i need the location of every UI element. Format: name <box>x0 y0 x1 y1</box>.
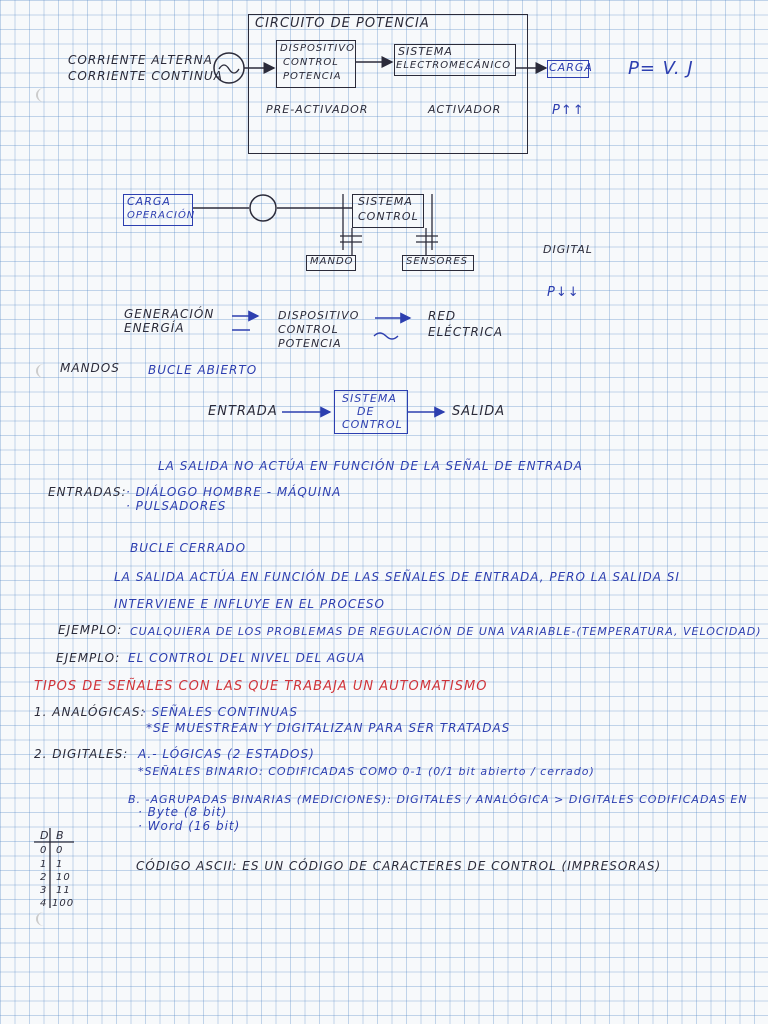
table-cell: 100 <box>52 898 75 909</box>
signal-types-heading: TIPOS DE SEÑALES CON LAS QUE TRABAJA UN AUTOMATISMO <box>34 679 488 694</box>
device-label-1: DISPOSITIVO <box>278 309 360 322</box>
analog-item-1: · SEÑALES CONTINUAS <box>142 705 298 719</box>
open-loop-box-label-3: CONTROL <box>342 418 403 431</box>
inputs-item-dialog: · DIÁLOGO HOMBRE - MÁQUINA <box>126 485 342 499</box>
generation-label-1: GENERACIÓN <box>124 307 215 321</box>
example-2-label: EJEMPLO: <box>56 651 121 665</box>
command-label: MANDO <box>310 256 354 267</box>
electromechanical-label-2: ELECTROMECÁNICO <box>396 60 512 71</box>
analog-item-2: *SE MUESTREAN Y DIGITALIZAN PARA SER TRATADAS <box>146 721 511 735</box>
open-loop-note: LA SALIDA NO ACTÚA EN FUNCIÓN DE LA SEÑAL DE ENTRADA <box>158 459 583 473</box>
ascii-code-text: CÓDIGO ASCII: ES UN CÓDIGO DE CARACTERES DE CONTROL (IMPRESORAS) <box>136 859 662 873</box>
sensors-label: SENSORES <box>406 256 468 267</box>
pre-activator-label: PRE-ACTIVADOR <box>266 103 369 116</box>
power-circuit-title: CIRCUITO DE POTENCIA <box>255 16 430 31</box>
grid-label-2: ELÉCTRICA <box>428 325 504 339</box>
table-header-decimal: D <box>40 829 50 842</box>
table-cell: 11 <box>56 885 71 896</box>
control-device-label-1: DISPOSITIVO <box>280 43 355 54</box>
input-dc-label: CORRIENTE CONTINUA <box>68 69 223 83</box>
load-label: CARGA <box>549 61 593 74</box>
table-cell: 2 <box>40 872 48 883</box>
digital-item-a: A.- LÓGICAS (2 ESTADOS) <box>138 747 315 761</box>
load-operation-label-1: CARGA <box>127 195 171 208</box>
example-2-text: EL CONTROL DEL NIVEL DEL AGUA <box>128 651 366 665</box>
grid-label-1: RED <box>428 309 457 323</box>
example-1-text: CUALQUIERA DE LOS PROBLEMAS DE REGULACIÓN DE UNA VARIABLE-(TEMPERATURA, VELOCIDAD) <box>130 625 762 638</box>
input-ac-label: CORRIENTE ALTERNA <box>68 53 213 67</box>
power-low-label: P↓↓ <box>547 285 580 300</box>
electromechanical-label-1: SISTEMA <box>398 45 453 58</box>
control-system-label-2: CONTROL <box>358 210 419 223</box>
output-label: SALIDA <box>452 404 506 419</box>
closed-loop-title: BUCLE CERRADO <box>130 541 247 555</box>
commands-label: MANDOS <box>60 361 120 375</box>
input-label: ENTRADA <box>208 404 278 419</box>
table-cell: 10 <box>56 872 71 883</box>
power-high-label: P↑↑ <box>552 103 585 118</box>
table-cell: 0 <box>40 845 48 856</box>
control-device-label-3: POTENCIA <box>283 71 342 82</box>
table-cell: 1 <box>40 859 48 870</box>
load-operation-label-2: OPERACIÓN <box>127 210 196 221</box>
digital-item-word: · Word (16 bit) <box>138 819 241 833</box>
activator-label: ACTIVADOR <box>428 103 502 116</box>
table-cell: 0 <box>56 845 64 856</box>
inputs-item-buttons: · PULSADORES <box>126 499 227 513</box>
table-cell: 1 <box>56 859 64 870</box>
control-system-label-1: SISTEMA <box>358 195 413 208</box>
digital-item-a2: *SEÑALES BINARIO: CODIFICADAS COMO 0-1 (0/1 bit abierto / cerrado) <box>138 765 595 778</box>
table-cell: 4 <box>40 898 48 909</box>
open-loop-box-label-1: SISTEMA <box>342 392 397 405</box>
device-label-2: CONTROL <box>278 323 339 336</box>
digital-item-byte: · Byte (8 bit) <box>138 805 228 819</box>
table-cell: 3 <box>40 885 48 896</box>
device-label-3: POTENCIA <box>278 337 342 350</box>
inputs-label: ENTRADAS: <box>48 485 127 499</box>
table-header-binary: B <box>56 829 65 842</box>
digital-label: DIGITAL <box>543 243 593 256</box>
open-loop-box-label-2: DE <box>357 405 375 418</box>
analog-label: 1. ANALÓGICAS: <box>34 705 146 719</box>
open-loop-title: BUCLE ABIERTO <box>148 363 258 377</box>
digital-signals-label: 2. DIGITALES: <box>34 747 129 761</box>
control-device-label-2: CONTROL <box>283 57 339 68</box>
closed-loop-line-2: INTERVIENE E INFLUYE EN EL PROCESO <box>114 597 385 611</box>
generation-label-2: ENERGÍA <box>124 321 185 335</box>
example-1-label: EJEMPLO: <box>58 623 123 637</box>
closed-loop-line-1: LA SALIDA ACTÚA EN FUNCIÓN DE LAS SEÑALES DE ENTRADA, PERO LA SALIDA SI <box>114 570 680 584</box>
power-formula: P= V. J <box>628 58 694 79</box>
digital-item-b: B. -AGRUPADAS BINARIAS (MEDICIONES): DIGITALES / ANALÓGICA > DIGITALES CODIFICADAS EN <box>128 793 748 806</box>
